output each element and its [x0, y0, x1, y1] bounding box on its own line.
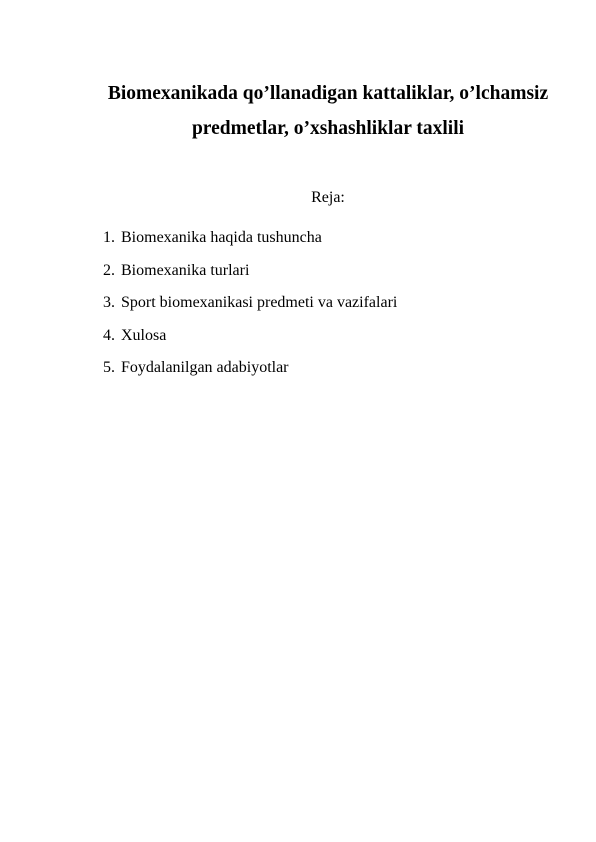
document-title-line-2: predmetlar, o’xshashliklar taxlili: [191, 118, 465, 139]
plan-item-number: 3.: [103, 294, 115, 311]
document-title-line-1: Biomexanikada qo’llanadigan kattaliklar, o’lchamsiz: [107, 83, 549, 104]
plan-list: [103, 228, 397, 391]
plan-item-text: Xulosa: [121, 326, 167, 344]
plan-item: [103, 358, 397, 378]
plan-item-text: Biomexanika turlari: [121, 261, 250, 279]
plan-item-text: Sport biomexanikasi predmeti va vazifalari: [121, 294, 398, 311]
plan-item: [103, 261, 397, 281]
plan-item: [103, 293, 397, 313]
plan-item-number: 2.: [103, 261, 115, 279]
plan-item: [103, 326, 397, 346]
plan-item-text: Biomexanika haqida tushuncha: [121, 229, 322, 246]
plan-heading: Reja:: [311, 189, 345, 206]
plan-item: [103, 228, 397, 248]
plan-item-text: Foydalanilgan adabiyotlar: [121, 359, 289, 376]
plan-item-number: 5.: [103, 359, 115, 376]
plan-item-number: 4.: [103, 326, 115, 344]
plan-item-number: 1.: [103, 229, 115, 246]
